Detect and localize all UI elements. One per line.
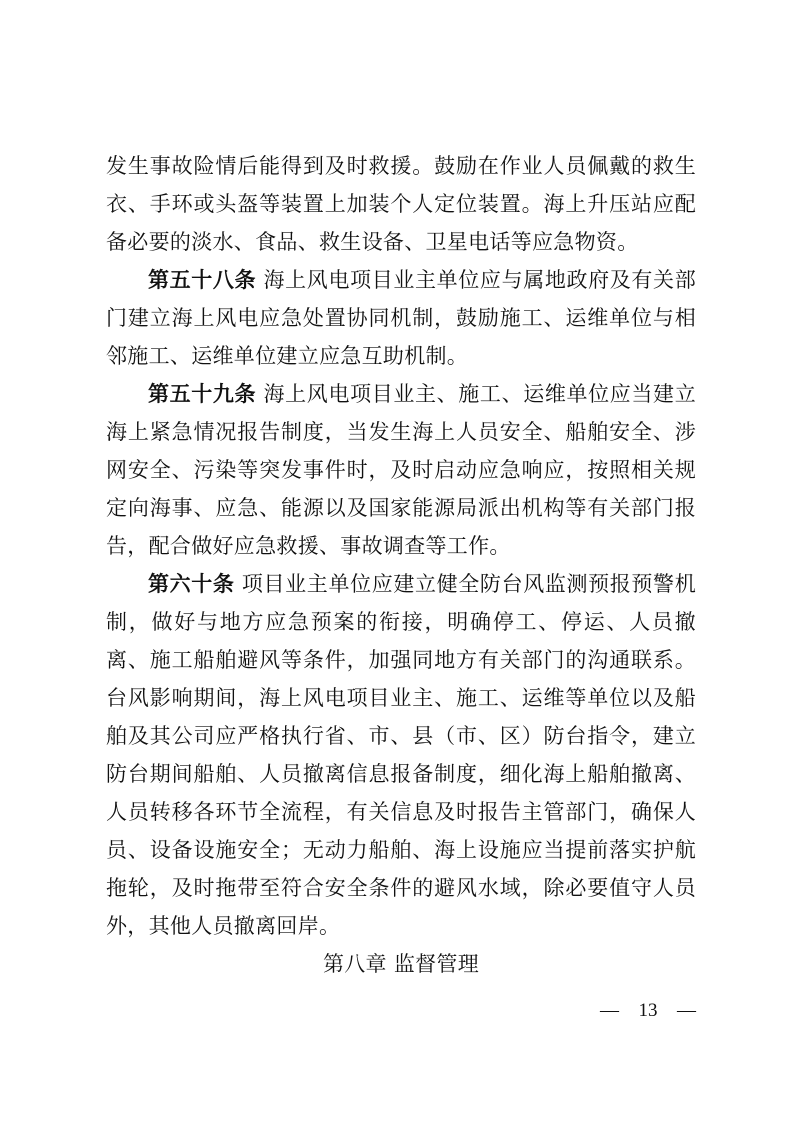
- page-number: 13: [638, 1000, 658, 1021]
- paragraph-text: 海上风电项目业主单位应与属地政府及有关部门建立海上风电应急处置协同机制，鼓励施工、运维单位与相邻施工、运维单位建立应急互助机制。: [106, 268, 697, 368]
- paragraph-article-58: [106, 261, 696, 375]
- paragraph-continuation: [106, 147, 696, 261]
- paragraph-article-59: [106, 375, 696, 565]
- paragraph-text: 发生事故险情后能得到及时救援。鼓励在作业人员佩戴的救生衣、手环或头盔等装置上加装个人定位装置。海上升压站应配备必要的淡水、食品、救生设备、卫星电话等应急物资。: [106, 154, 696, 254]
- paragraph-text: 项目业主单位应建立健全防台风监测预报预警机制，做好与地方应急预案的衔接，明确停工、停运、人员撤离、施工船舶避风等条件，加强同地方有关部门的沟通联系。台风影响期间，海上风电项目业主、施工、运维等单位以及船舶及其公司应严格执行省、市、县（市、区）防台指令，建立防台期间船舶、人员撤离信息报备制度，细化海上船舶撤离、人员转移各环节全流程，有关信息及时报告主管部门，确保人员、设备设施安全；无动力船舶、海上设施应当提前落实护航拖轮，及时拖带至符合安全条件的避风水域，除必要值守人员外，其他人员撤离回岸。: [106, 572, 696, 938]
- chapter-heading: 第八章 监督管理: [322, 952, 480, 976]
- paragraph-text: 海上风电项目业主、施工、运维单位应当建立海上紧急情况报告制度，当发生海上人员安全、船舶安全、涉网安全、污染等突发事件时，及时启动应急响应，按照相关规定向海事、应急、能源以及国家能源局派出机构等有关部门报告，配合做好应急救援、事故调查等工作。: [106, 382, 697, 558]
- article-number: 第五十八条: [148, 268, 257, 292]
- paragraph-article-60: [106, 565, 696, 945]
- document-body: [106, 147, 696, 983]
- footer-dash-right: —: [677, 1000, 696, 1021]
- article-number: 第六十条: [148, 572, 235, 596]
- page-footer: [600, 1000, 696, 1022]
- footer-dash-left: —: [600, 1000, 619, 1021]
- article-number: 第五十九条: [148, 382, 257, 406]
